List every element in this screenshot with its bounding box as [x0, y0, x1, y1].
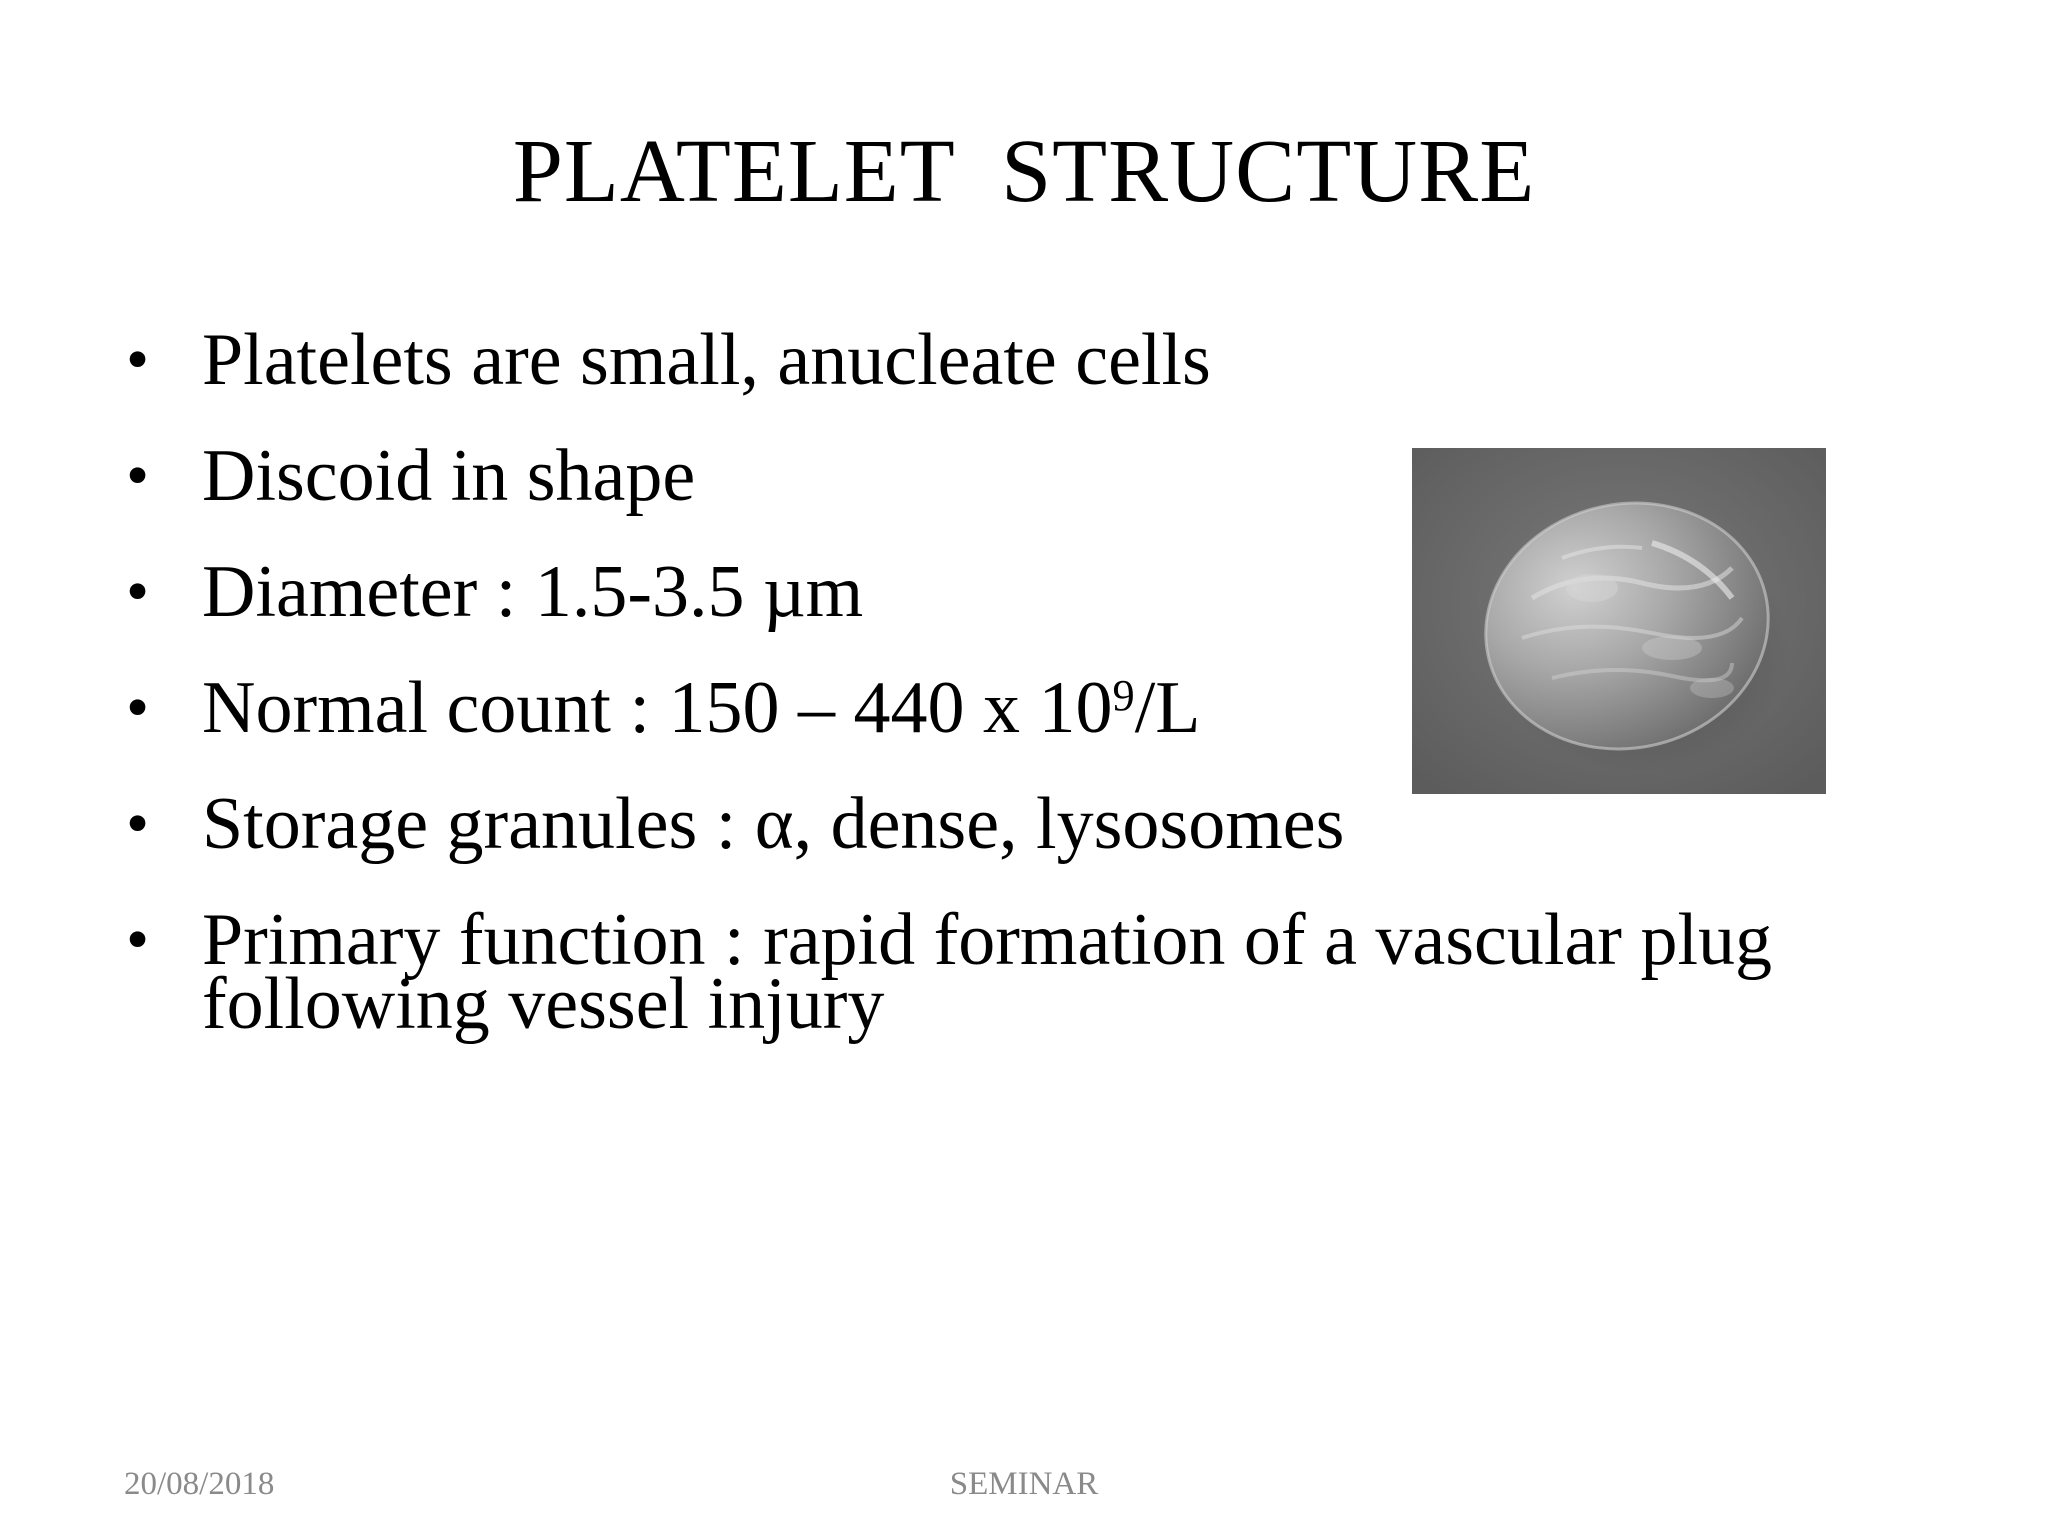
bullet-item — [118, 783, 1938, 865]
bullet-dot-icon: • — [126, 555, 150, 628]
slide-title: PLATELET STRUCTURE — [512, 122, 1536, 221]
bullet-text: Storage granules : α, dense, lysosomes — [202, 783, 1345, 865]
bullet-text: Platelets are small, anucleate cells — [202, 319, 1211, 401]
footer-title: SEMINAR — [949, 1466, 1099, 1502]
superscript-exponent: 9 — [1112, 669, 1135, 720]
bullet-text: Primary function : rapid formation of a vascular plug following vessel injury — [202, 899, 1773, 1045]
bullet-dot-icon: • — [126, 903, 150, 976]
bullet-text — [202, 667, 1200, 749]
platelet-micrograph-icon — [1412, 448, 1826, 794]
bullet-text-part: /L — [1134, 667, 1201, 749]
bullet-dot-icon: • — [126, 439, 150, 512]
bullet-item — [118, 319, 1938, 401]
platelet-micrograph — [1412, 448, 1826, 794]
bullet-item — [118, 899, 1938, 1045]
bullet-text-part: Normal count : 150 – 440 x 10 — [202, 667, 1113, 749]
bullet-text: Diameter : 1.5-3.5 µm — [202, 551, 864, 633]
bullet-dot-icon: • — [126, 671, 150, 744]
bullet-dot-icon: • — [126, 787, 150, 860]
bullet-text: Discoid in shape — [202, 435, 696, 517]
footer-date: 20/08/2018 — [124, 1466, 275, 1502]
bullet-dot-icon: • — [126, 323, 150, 396]
